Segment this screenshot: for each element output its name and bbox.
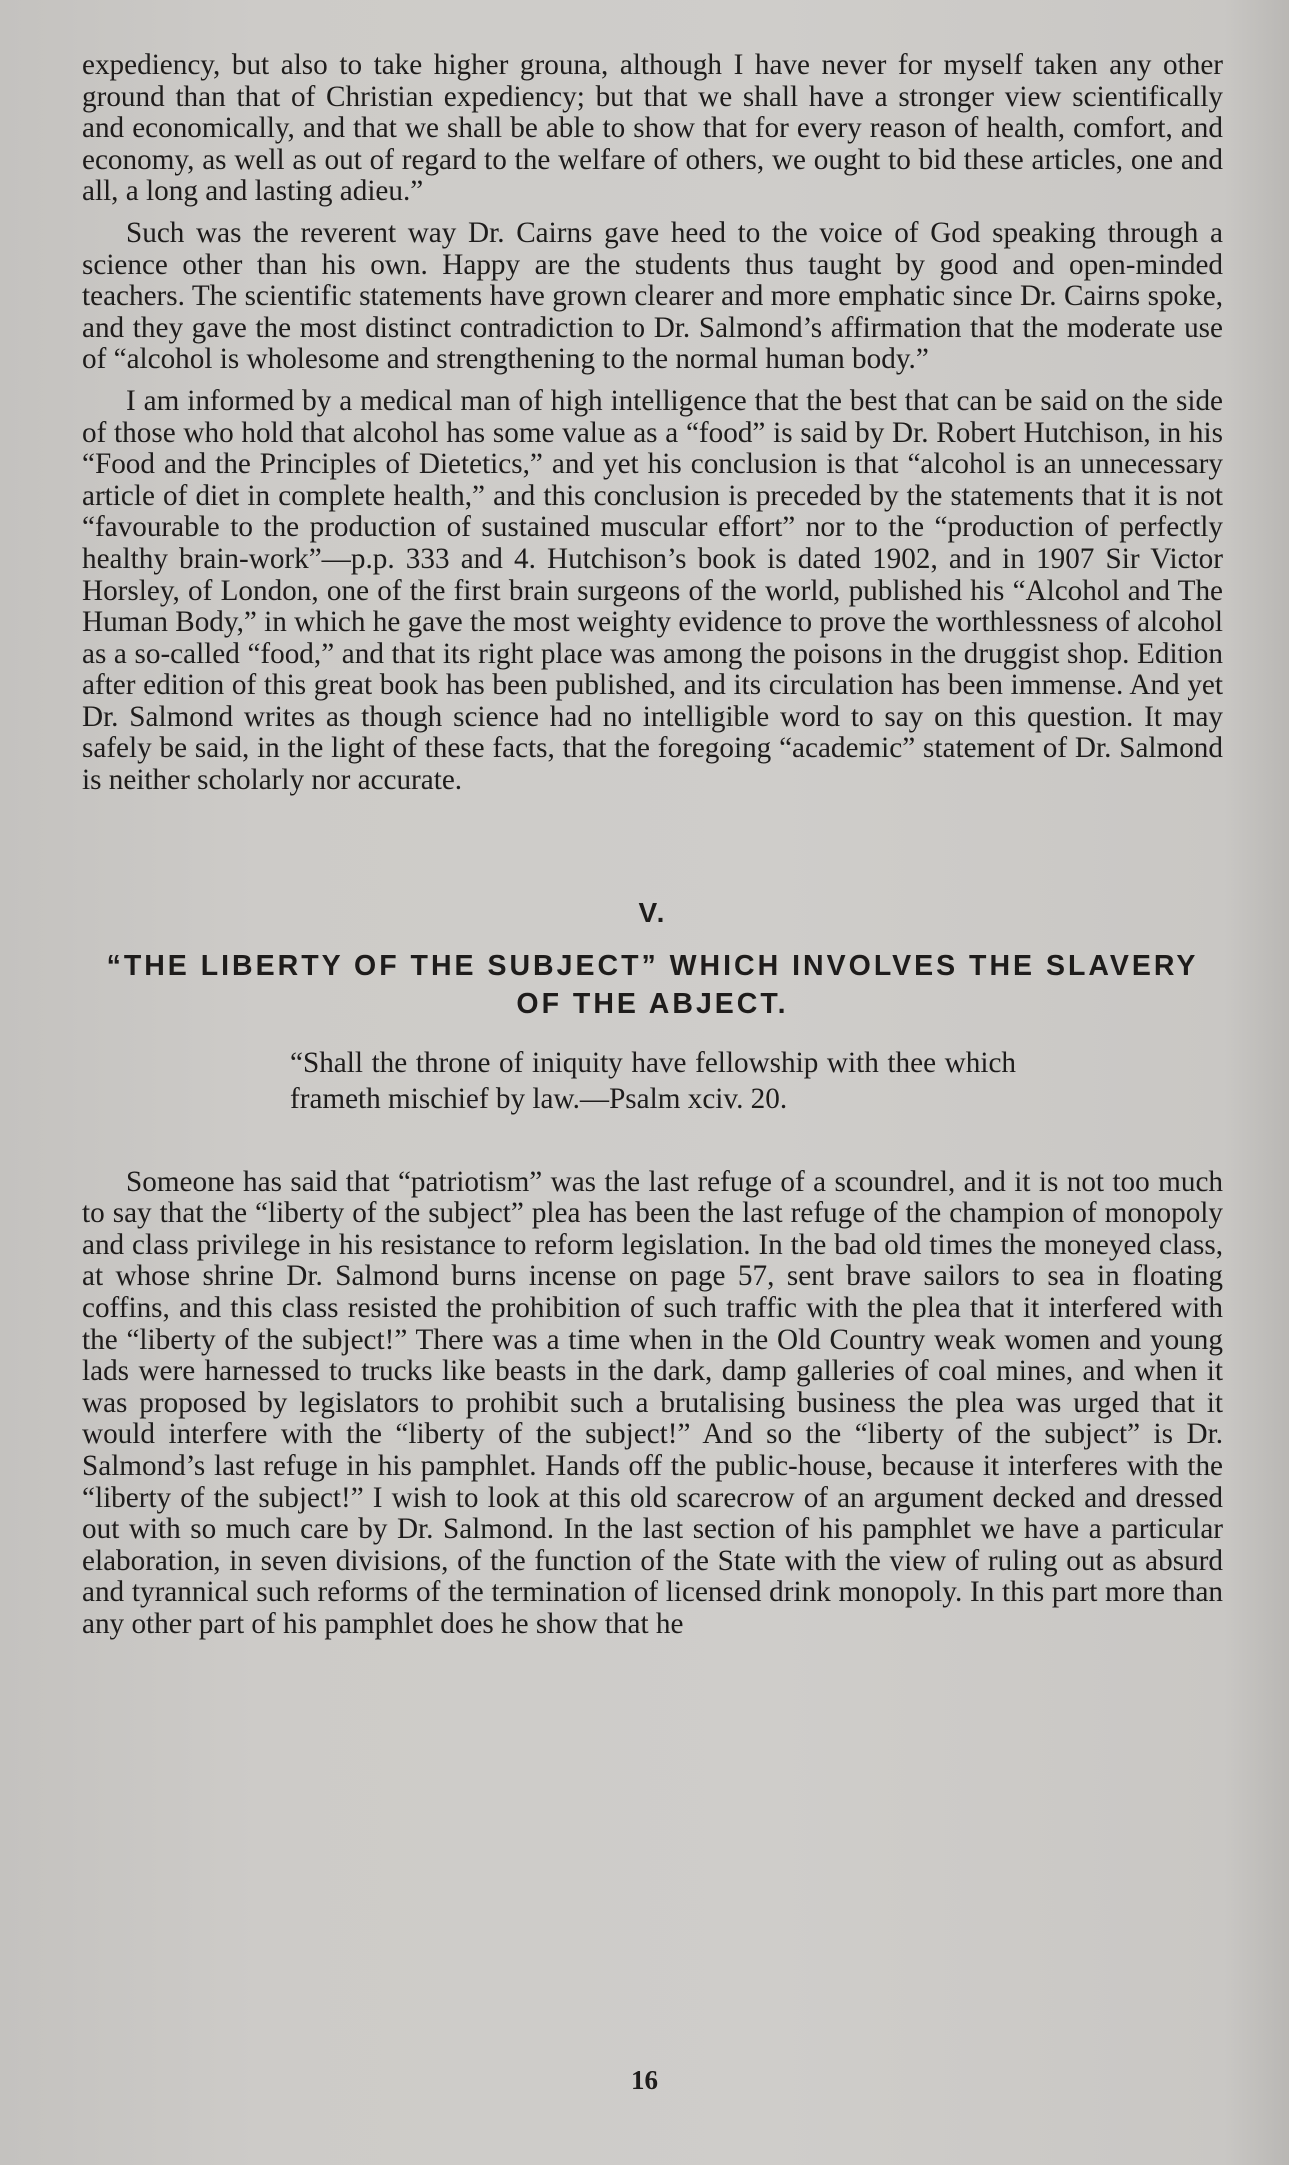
paragraph-medical-evidence: I am informed by a medical man of high intelligence that the best that can be said on the side of those who hold that alcohol has some value as a “food” is said by Dr. Robert Hutchison, in his “Food and the Principles of Dietetics,” and yet his conclusion is that “alcohol is an unnecessary article of diet in complete health,” and this conclusion is preceded by the statements that it is not “favourable to the production of sustained muscular effort” nor to the “production of perfectly healthy brain-work”—p.p. 333 and 4. Hutchison’s book is dated 1902, and in 1907 Sir Victor Horsley, of London, one of the first brain surgeons of the world, published his “Alcohol and The Human Body,” in which he gave the most weighty evidence to prove the worthlessness of alcohol as a so-called “food,” and that its right place was among the poisons in the druggist shop. Edition after edition of this great book has been published, and its circulation has been immense. And yet Dr. Salmond writes as though science had no intelligible word to say on this question. It may safely be said, in the light of these facts, that the foregoing “academic” statement of Dr. Salmond is neither scholarly nor accurate. (82, 384, 1224, 797)
paragraph-liberty-of-subject: Someone has said that “patriotism” was the last refuge of a scoundrel, and it is not too much to say that the “liberty of the subject” plea has been the last refuge of the champion of monopoly and class privilege in his resistance to reform legislation. In the bad old times the moneyed class, at whose shrine Dr. Salmond burns incense on page 57, sent brave sailors to sea in floating coffins, and this class resisted the prohibition of such traffic with the plea that it interfered with the “liberty of the subject!” There was a time when in the Old Country weak women and young lads were harnessed to trucks like beasts in the dark, damp galleries of coal mines, and when it was proposed by legislators to prohibit such a brutalising business the plea was urged that it would interfere with the “liberty of the subject!” And so the “liberty of the subject” is Dr. Salmond’s last refuge in his pamphlet. Hands off the public-house, because it interferes with the “liberty of the subject!” I wish to look at this old scarecrow of an argument decked and dressed out with so much care by Dr. Salmond. In the last section of his pamphlet we have a particular elaboration, in seven divisions, of the function of the State with the view of ruling out as absurd and tyrannical such reforms of the termination of licensed drink monopoly. In this part more than any other part of his pamphlet does he show that he (82, 1165, 1223, 1640)
page-number: 16 (631, 2065, 658, 2095)
section-numeral: V. (638, 896, 667, 928)
paragraph-continued-quote: expediency, but also to take higher grouna, although I have never for myself taken any other ground than that of Christian expediency; but that we shall have a stronger view scientifically and economically, and that we shall be able to show that for every reason of health, comfort, and economy, as well as out of regard to the welfare of others, we ought to bid these articles, one and all, a long and lasting adieu.” (82, 49, 1223, 208)
epigraph-psalm: “Shall the throne of iniquity have fellowship with thee which frameth mischief by law.—Psalm xciv. 20. (290, 1046, 1016, 1115)
paragraph-dr-cairns: Such was the reverent way Dr. Cairns gave heed to the voice of God speaking through a science other than his own. Happy are the students thus taught by good and open-minded teachers. The scientific statements have grown clearer and more emphatic since Dr. Cairns spoke, and they gave the most distinct contradiction to Dr. Salmond’s affirmation that the moderate use of “alcohol is wholesome and strengthening to the normal human body.” (82, 216, 1223, 376)
section-heading: “THE LIBERTY OF THE SUBJECT” WHICH INVOLVES THE SLAVERY OF THE ABJECT. (106, 949, 1199, 1020)
